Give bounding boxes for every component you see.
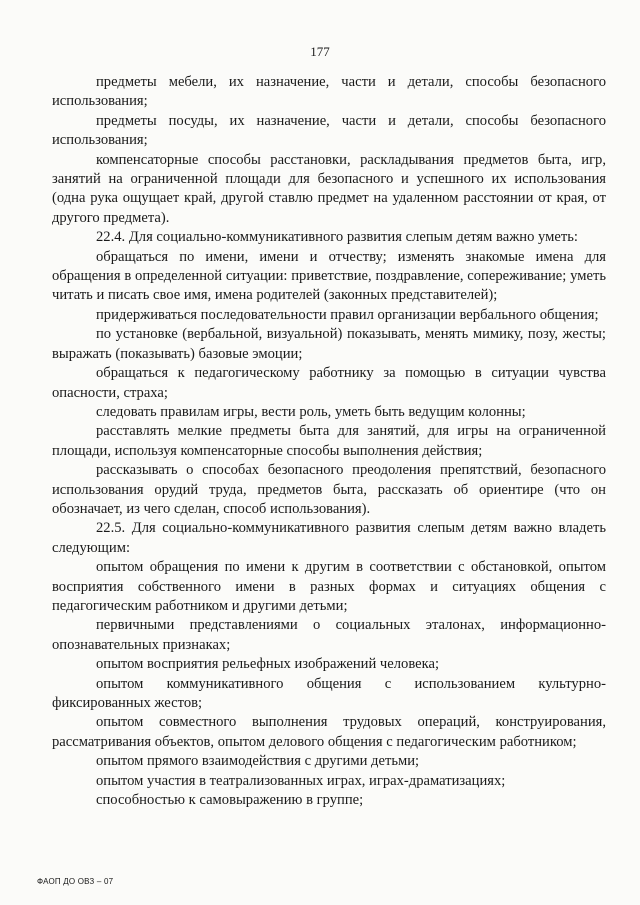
paragraph: предметы мебели, их назначение, части и детали, способы безопасного использования; [52,74,606,110]
paragraph: опытом совместного выполнения трудовых операций, конструирования, рассматривания объектов, опытом делового общения с педагогическим работником; [52,714,606,750]
page-number: 177 [310,44,330,59]
footer-code: ФАОП ДО ОВЗ – 07 [37,877,114,886]
paragraph: опытом участия в театрализованных играх, играх-драматизациях; [96,772,506,789]
paragraph: следовать правилам игры, вести роль, уметь быть ведущим колонны; [96,403,526,420]
paragraph: опытом коммуникативного общения с использованием культурно-фиксированных жестов; [52,675,606,711]
paragraph: опытом восприятия рельефных изображений человека; [96,656,440,673]
document-body [52,73,606,810]
section-heading-22-5: 22.5. Для социально-коммуникативного развития слепым детям важно владеть следующим: [52,520,606,556]
paragraph: обращаться к педагогическому работнику за помощью в ситуации чувства опасности, страха; [52,365,606,401]
paragraph: по установке (вербальной, визуальной) показывать, менять мимику, позу, жесты; выражать (показывать) базовые эмоции; [52,326,606,362]
paragraph: первичными представлениями о социальных эталонах, информационно-опознавательных признаках; [52,617,606,653]
paragraph: рассказывать о способах безопасного преодоления препятствий, безопасного использования орудий труда, предметов быта, рассказать об ориентире (что он обозначает, из чего сделан, способ использования). [52,462,606,517]
paragraph: обращаться по имени, имени и отчеству; изменять знакомые имена для обращения в определенной ситуации: приветствие, поздравление, сопереживание; уметь читать и писать свое имя, имена родителей (законных представителей); [52,248,606,304]
paragraph: предметы посуды, их назначение, части и детали, способы безопасного использования; [52,112,606,149]
paragraph: расставлять мелкие предметы быта для занятий, для игры на ограниченной площади, используя компенсаторные способы выполнения действия; [52,423,606,459]
paragraph: придерживаться последовательности правил организации вербального общения; [96,306,599,323]
paragraph: опытом обращения по имени к другим в соответствии с обстановкой, опытом восприятия собственного имени в разных формах и ситуациях общения с педагогическим работником и другими детьми; [52,559,606,614]
section-heading-22-4: 22.4. Для социально-коммуникативного развития слепым детям важно уметь: [96,229,578,246]
paragraph: способностью к самовыражению в группе; [96,792,364,809]
paragraph: компенсаторные способы расстановки, раскладывания предметов быта, игр, занятий на ограниченной площади для безопасного и успешного их использования (одна рука ощущает край, другой ставлю предмет на удаленном расстоянии от края, от другого предмета). [52,151,606,226]
paragraph: опытом прямого взаимодействия с другими детьми; [96,753,420,770]
